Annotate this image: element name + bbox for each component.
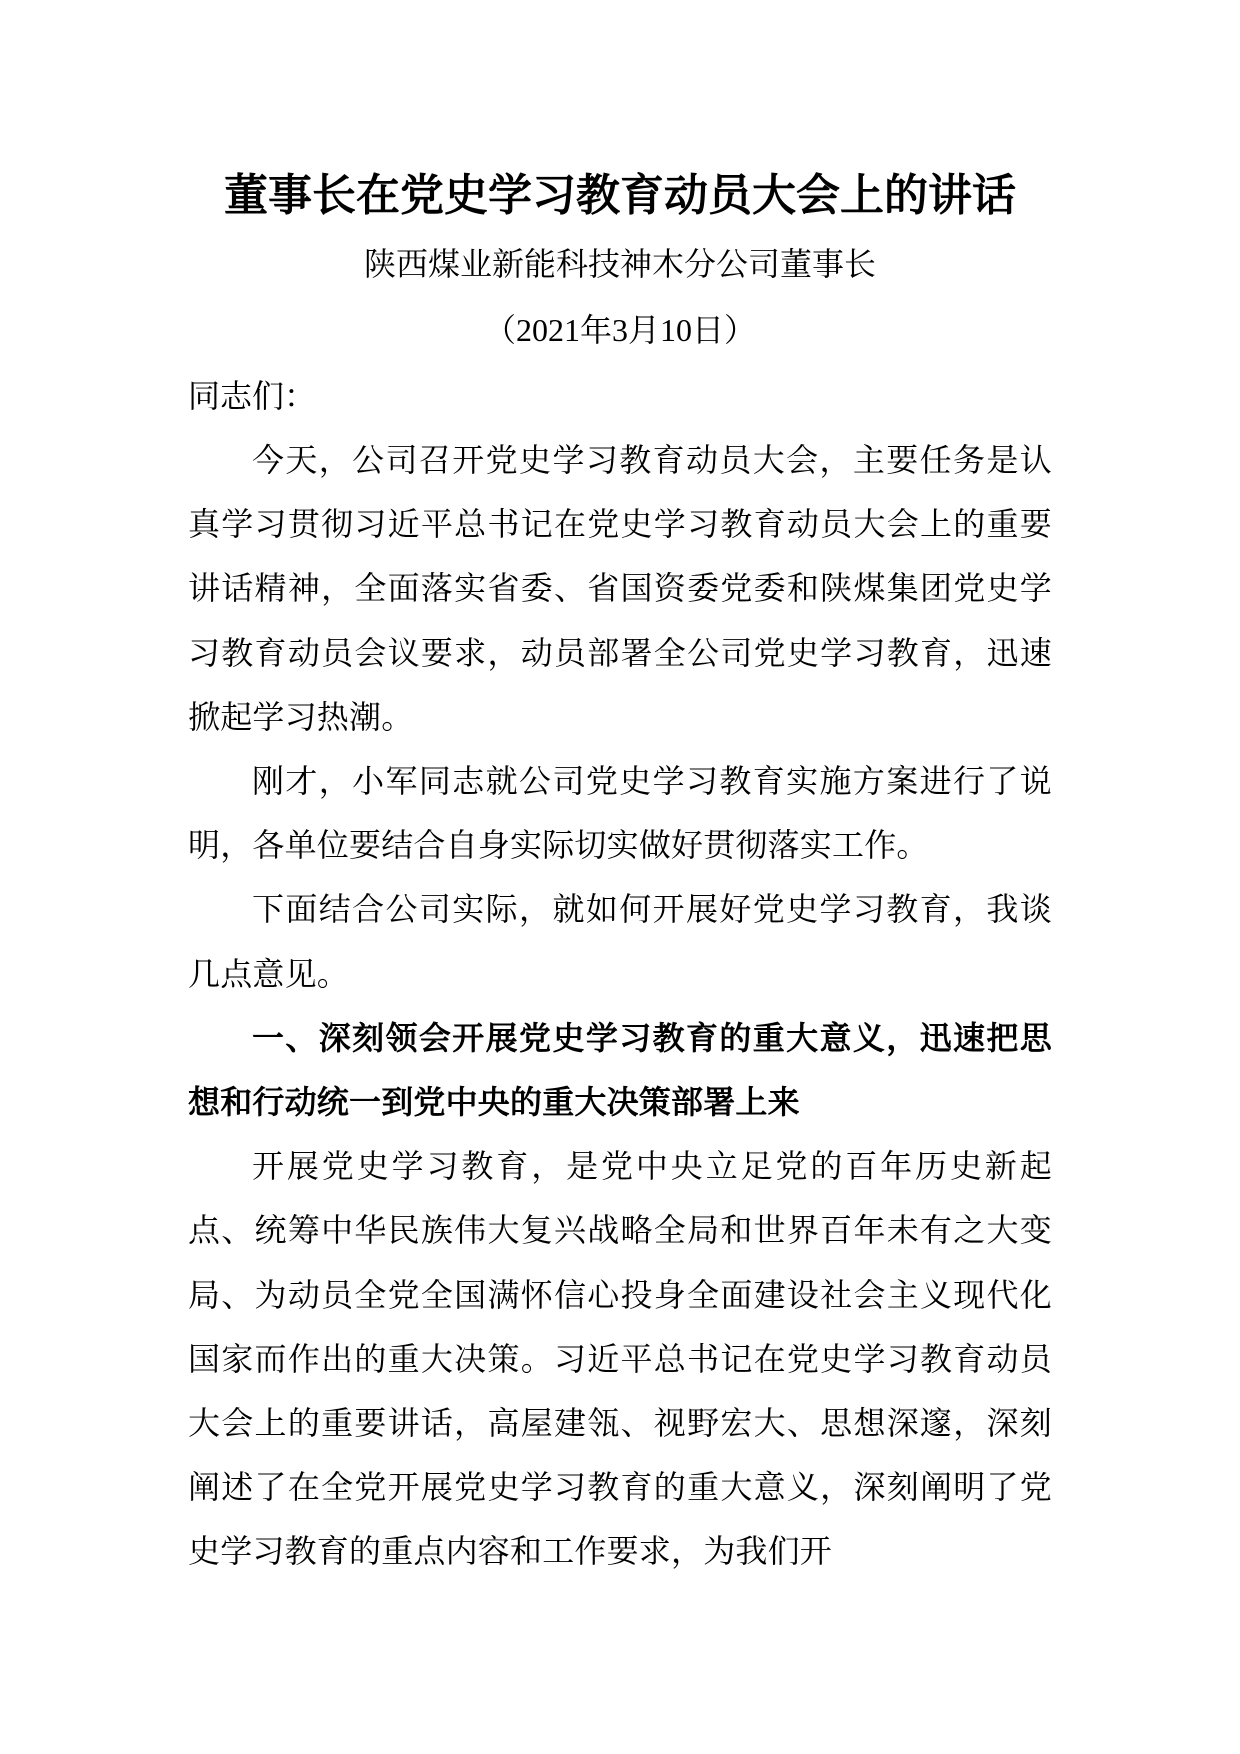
paragraph: 开展党史学习教育，是党中央立足党的百年历史新起点、统筹中华民族伟大复兴战略全局和世界百年未有之大变局、为动员全党全国满怀信心投身全面建设社会主义现代化国家而作出的重大决策。习近平总书记在党史学习教育动员大会上的重要讲话，高屋建瓴、视野宏大、思想深邃，深刻阐述了在全党开展党史学习教育的重大意义，深刻阐明了党史学习教育的重点内容和工作要求，为我们开: [188, 1147, 1052, 1571]
paragraph: 今天，公司召开党史学习教育动员大会，主要任务是认真学习贯彻习近平总书记在党史学习教育动员大会上的重要讲话精神，全面落实省委、省国资委党委和陕煤集团党史学习教育动员会议要求，动员部署全公司党史学习教育，迅速掀起学习热潮。: [188, 441, 1052, 736]
document-date: （2021年3月10日）: [483, 312, 756, 348]
document-page: [188, 160, 1052, 1584]
document-subtitle: 陕西煤业新能科技神木分公司董事长: [363, 245, 876, 283]
section-heading: 一、深刻领会开展党史学习教育的重大意义，迅速把思想和行动统一到党中央的重大决策部署上来: [188, 1018, 1052, 1122]
document-title: 董事长在党史学习教育动员大会上的讲话: [224, 170, 1016, 221]
salutation: 同志们：: [188, 377, 317, 415]
paragraph: 刚才，小军同志就公司党史学习教育实施方案进行了说明，各单位要结合自身实际切实做好贯彻落实工作。: [188, 762, 1052, 865]
paragraph: 下面结合公司实际，就如何开展好党史学习教育，我谈几点意见。: [188, 890, 1052, 993]
